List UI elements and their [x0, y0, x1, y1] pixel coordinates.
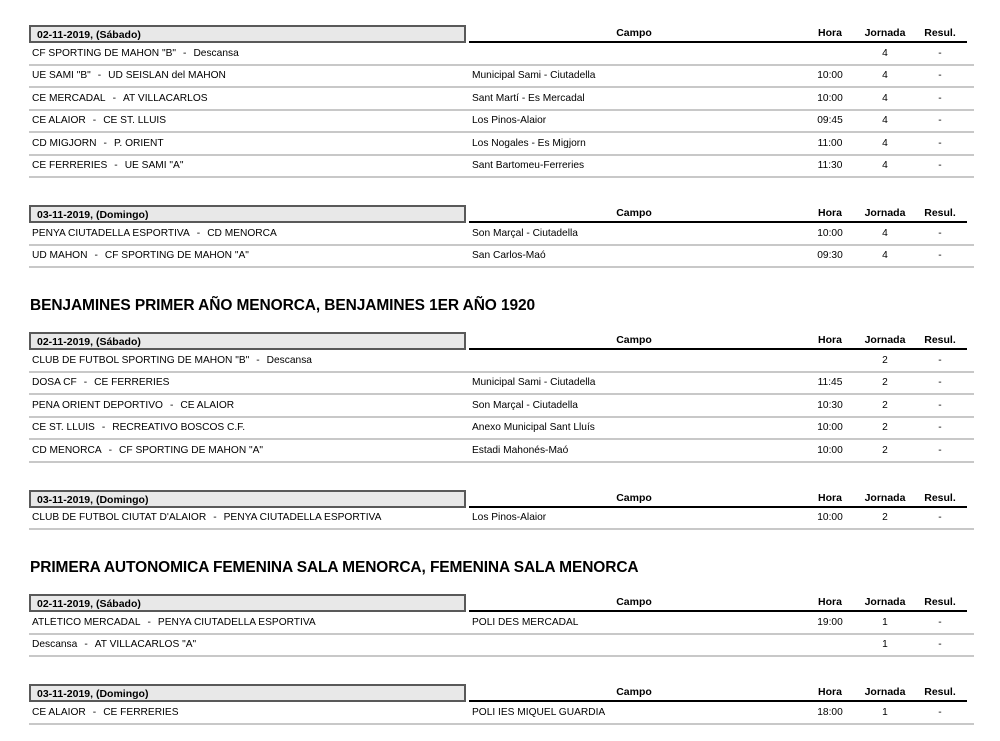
match-time-cell: 19:00	[817, 616, 843, 628]
match-row	[29, 246, 974, 269]
match-teams-cell	[29, 445, 469, 456]
away-team: AT VILLACARLOS "A"	[94, 639, 197, 651]
date-header: 03-11-2019, (Domingo)	[29, 684, 466, 702]
match-day-block	[29, 487, 974, 531]
home-team: CD MENORCA	[32, 444, 102, 456]
home-team: CE MERCADAL	[32, 92, 106, 104]
versus-separator: -	[196, 227, 201, 239]
match-row	[29, 133, 974, 156]
match-venue-cell: Anexo Municipal Sant Lluís	[472, 422, 595, 434]
column-header-jornada: Jornada	[857, 595, 913, 612]
match-row	[29, 111, 974, 134]
match-venue-cell: POLI DES MERCADAL	[472, 616, 579, 628]
match-round-cell: 1	[882, 616, 888, 628]
block-gap	[0, 530, 1000, 538]
match-result-cell: -	[938, 250, 942, 262]
match-time-cell: 10:00	[817, 92, 843, 104]
block-header	[29, 22, 974, 43]
match-round-cell: 2	[882, 444, 888, 456]
away-team: CF SPORTING DE MAHON "A"	[104, 250, 249, 262]
home-team: ATLÉTICO MERCADAL	[32, 616, 141, 628]
match-teams-cell	[29, 617, 469, 628]
home-team: PENYA CIUTADELLA ESPORTIVA	[32, 227, 190, 239]
section-heading: BENJAMINES PRIMER AÑO MENORCA, BENJAMINES 1ER AÑO 1920	[30, 297, 536, 314]
away-team: P. ORIENT	[113, 137, 164, 149]
section-heading: PRIMERA AUTONOMICA FEMENINA SALA MENORCA, FEMENINA SALA MENORCA	[30, 559, 639, 576]
away-team: Descansa	[266, 354, 312, 366]
column-header-jornada: Jornada	[857, 333, 913, 350]
match-result-cell: -	[938, 354, 942, 366]
away-team: CE FERRERIES	[94, 377, 170, 389]
block-gap	[0, 178, 1000, 202]
match-round-cell: 4	[882, 47, 888, 59]
versus-separator: -	[92, 115, 97, 127]
match-result-cell: -	[938, 92, 942, 104]
match-teams-cell	[29, 138, 469, 149]
match-teams-cell	[29, 160, 469, 171]
column-header-hora: Hora	[803, 206, 857, 223]
match-row	[29, 508, 974, 531]
date-header: 03-11-2019, (Domingo)	[29, 490, 466, 508]
match-time-cell: 18:00	[817, 706, 843, 718]
match-time-cell: 11:45	[817, 377, 843, 389]
away-team: Descansa	[193, 47, 239, 59]
away-team: CE FERRERIES	[103, 706, 179, 718]
away-team: CF SPORTING DE MAHON "A"	[119, 444, 264, 456]
match-venue-cell: Sant Bartomeu-Ferreries	[472, 160, 585, 172]
home-team: CE ST. LLUIS	[32, 422, 95, 434]
match-round-cell: 2	[882, 512, 888, 524]
block-header	[29, 329, 974, 350]
match-result-cell: -	[938, 616, 942, 628]
match-time-cell: 09:45	[817, 115, 843, 127]
home-team: DOSA CF	[32, 377, 77, 389]
match-row	[29, 156, 974, 179]
versus-separator: -	[108, 444, 113, 456]
match-result-cell: -	[938, 70, 942, 82]
match-result-cell: -	[938, 160, 942, 172]
column-header-resul: Resul.	[913, 685, 967, 702]
column-header-resul: Resul.	[913, 206, 967, 223]
match-teams-cell	[29, 512, 469, 523]
column-header-campo: Campo	[469, 685, 799, 702]
match-teams-cell	[29, 250, 469, 261]
versus-separator: -	[213, 512, 217, 524]
section-gap	[0, 538, 1000, 558]
match-row	[29, 395, 974, 418]
match-result-cell: -	[938, 115, 942, 127]
match-teams-cell	[29, 228, 469, 239]
column-header-campo: Campo	[469, 26, 799, 43]
home-team: UD MAHON	[32, 250, 88, 262]
match-result-cell: -	[938, 377, 942, 389]
block-header	[29, 591, 974, 612]
versus-separator: -	[101, 422, 106, 434]
column-header-hora: Hora	[803, 26, 857, 43]
match-round-cell: 4	[882, 115, 888, 127]
column-header-hora: Hora	[803, 595, 857, 612]
match-result-cell: -	[938, 512, 942, 524]
column-header-campo: Campo	[469, 206, 799, 223]
home-team: CLUB DE FUTBOL SPORTING DE MAHON "B"	[32, 354, 250, 366]
top-gap	[0, 0, 1000, 22]
column-header-hora: Hora	[803, 685, 857, 702]
column-header-jornada: Jornada	[857, 26, 913, 43]
match-round-cell: 4	[882, 250, 888, 262]
match-venue-cell: Los Nogales - Es Migjorn	[472, 137, 586, 149]
match-day-block	[29, 22, 974, 178]
versus-separator: -	[94, 250, 98, 262]
match-row	[29, 612, 974, 635]
match-day-block	[29, 329, 974, 463]
column-header-campo: Campo	[469, 595, 799, 612]
versus-separator: -	[114, 160, 118, 172]
versus-separator: -	[147, 616, 151, 628]
match-row	[29, 66, 974, 89]
match-teams-cell	[29, 422, 469, 433]
match-row	[29, 418, 974, 441]
block-header	[29, 487, 974, 508]
match-venue-cell: Estadi Mahonés-Maó	[472, 444, 569, 456]
column-header-campo: Campo	[469, 491, 799, 508]
match-round-cell: 2	[882, 399, 888, 411]
versus-separator: -	[83, 377, 88, 389]
block-gap	[0, 268, 1000, 276]
match-time-cell: 10:30	[817, 399, 843, 411]
heading-gap	[0, 578, 1000, 591]
match-teams-cell	[29, 707, 469, 718]
home-team: CE FERRERIES	[32, 160, 108, 172]
home-team: Descansa	[32, 639, 78, 651]
match-row	[29, 88, 974, 111]
away-team: CE ST. LLUIS	[103, 115, 167, 127]
match-teams-cell	[29, 400, 469, 411]
column-header-campo: Campo	[469, 333, 799, 350]
away-team: PENYA CIUTADELLA ESPORTIVA	[157, 616, 316, 628]
match-round-cell: 2	[882, 422, 888, 434]
match-venue-cell: Municipal Sami - Ciutadella	[472, 377, 596, 389]
home-team: CD MIGJORN	[32, 137, 97, 149]
match-row	[29, 350, 974, 373]
match-venue-cell: Sant Martí - Es Mercadal	[472, 92, 585, 104]
match-day-block	[29, 202, 974, 268]
match-time-cell: 10:00	[817, 422, 843, 434]
match-round-cell: 1	[882, 639, 888, 651]
match-result-cell: -	[938, 227, 942, 239]
match-venue-cell: Son Marçal - Ciutadella	[472, 227, 578, 239]
versus-separator: -	[112, 92, 116, 104]
match-time-cell: 09:30	[817, 250, 843, 262]
match-row	[29, 702, 974, 725]
match-result-cell: -	[938, 47, 942, 59]
block-gap	[0, 657, 1000, 681]
match-teams-cell	[29, 355, 469, 366]
match-round-cell: 2	[882, 354, 888, 366]
match-time-cell: 10:00	[817, 444, 843, 456]
block-gap	[0, 463, 1000, 487]
home-team: CE ALAIOR	[32, 115, 86, 127]
home-team: CE ALAIOR	[32, 706, 86, 718]
match-result-cell: -	[938, 137, 942, 149]
match-venue-cell: POLI IES MIQUEL GUARDIA	[472, 706, 606, 718]
date-header: 02-11-2019, (Sábado)	[29, 594, 466, 612]
match-round-cell: 4	[882, 92, 888, 104]
match-round-cell: 4	[882, 137, 888, 149]
column-header-resul: Resul.	[913, 595, 967, 612]
match-row	[29, 43, 974, 66]
away-team: UE SAMI "A"	[124, 160, 184, 172]
away-team: PENYA CIUTADELLA ESPORTIVA	[223, 512, 382, 524]
match-round-cell: 4	[882, 160, 888, 172]
away-team: RECREATIVO BOSCOS C.F.	[112, 422, 246, 434]
column-header-jornada: Jornada	[857, 206, 913, 223]
versus-separator: -	[183, 47, 187, 59]
away-team: CD MENORCA	[207, 227, 277, 239]
block-header	[29, 681, 974, 702]
date-header: 02-11-2019, (Sábado)	[29, 332, 466, 350]
match-result-cell: -	[938, 399, 942, 411]
versus-separator: -	[103, 137, 107, 149]
match-venue-cell: San Carlos-Maó	[472, 250, 546, 262]
match-venue-cell: Los Pinos-Alaior	[472, 512, 547, 524]
column-header-hora: Hora	[803, 333, 857, 350]
match-teams-cell	[29, 48, 469, 59]
match-teams-cell	[29, 93, 469, 104]
away-team: AT VILLACARLOS	[123, 92, 208, 104]
versus-separator: -	[92, 706, 97, 718]
date-header: 02-11-2019, (Sábado)	[29, 25, 466, 43]
away-team: CE ALAIOR	[180, 399, 235, 411]
match-row	[29, 373, 974, 396]
versus-separator: -	[169, 399, 174, 411]
away-team: UD SEISLAN del MAHON	[108, 70, 226, 82]
match-time-cell: 11:30	[817, 160, 843, 172]
section-gap	[0, 276, 1000, 296]
column-header-jornada: Jornada	[857, 491, 913, 508]
match-row	[29, 223, 974, 246]
match-teams-cell	[29, 377, 469, 388]
versus-separator: -	[97, 70, 102, 82]
column-header-hora: Hora	[803, 491, 857, 508]
match-row	[29, 440, 974, 463]
match-time-cell: 10:00	[817, 512, 843, 524]
match-venue-cell: Son Marçal - Ciutadella	[472, 399, 578, 411]
home-team: CLUB DE FUTBOL CIUTAT D'ALAIOR	[32, 512, 207, 524]
match-teams-cell	[29, 639, 469, 650]
match-result-cell: -	[938, 639, 942, 651]
heading-gap	[0, 316, 1000, 329]
home-team: UE SAMI "B"	[32, 70, 91, 82]
match-time-cell: 11:00	[817, 137, 843, 149]
column-header-resul: Resul.	[913, 333, 967, 350]
match-round-cell: 2	[882, 377, 888, 389]
match-day-block	[29, 681, 974, 725]
match-result-cell: -	[938, 706, 942, 718]
block-gap	[0, 725, 1000, 733]
match-round-cell: 1	[882, 706, 888, 718]
column-header-resul: Resul.	[913, 26, 967, 43]
match-day-block	[29, 591, 974, 657]
home-team: PEÑA ORIENT DEPORTIVO	[32, 399, 163, 411]
versus-separator: -	[84, 639, 88, 651]
match-time-cell: 10:00	[817, 70, 843, 82]
home-team: CF SPORTING DE MAHON "B"	[32, 47, 177, 59]
match-time-cell: 10:00	[817, 227, 843, 239]
match-round-cell: 4	[882, 227, 888, 239]
date-header: 03-11-2019, (Domingo)	[29, 205, 466, 223]
block-header	[29, 202, 974, 223]
match-venue-cell: Los Pinos-Alaior	[472, 115, 547, 127]
versus-separator: -	[256, 354, 260, 366]
match-row	[29, 635, 974, 658]
column-header-resul: Resul.	[913, 491, 967, 508]
match-teams-cell	[29, 115, 469, 126]
match-result-cell: -	[938, 444, 942, 456]
match-teams-cell	[29, 70, 469, 81]
column-header-jornada: Jornada	[857, 685, 913, 702]
match-round-cell: 4	[882, 70, 888, 82]
match-venue-cell: Municipal Sami - Ciutadella	[472, 70, 596, 82]
match-result-cell: -	[938, 422, 942, 434]
